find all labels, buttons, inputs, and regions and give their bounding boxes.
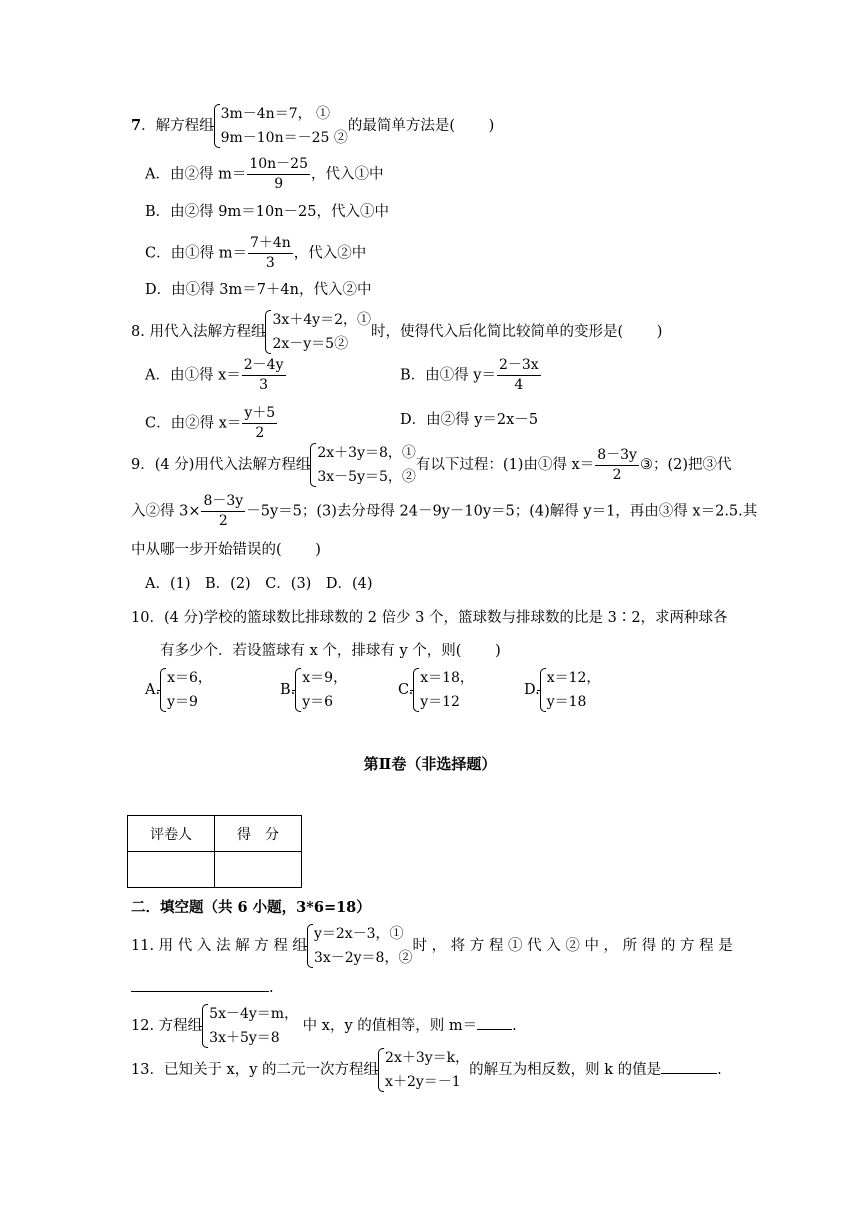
q10-a-eq1: x＝6，	[167, 670, 212, 686]
q10-b-eq1: x＝9，	[302, 670, 348, 686]
q10-d-label: D.	[524, 682, 540, 698]
q9-eq2: 3x－5y＝5，②	[317, 469, 416, 485]
q7-equation-system	[214, 102, 348, 150]
q10-a-eq2: y＝9	[167, 694, 198, 710]
q7-option-c	[145, 234, 366, 273]
q7-eq2: 9m－10n＝－25 ②	[220, 130, 348, 146]
q7-option-d: D．由①得 3m＝7＋4n，代入②中	[145, 282, 372, 298]
q7-c-fraction	[248, 234, 293, 273]
q9-f2-denominator: 2	[218, 513, 228, 529]
q8-b-numerator: 2－3x	[497, 356, 541, 376]
q10-option-d	[524, 666, 600, 714]
q7-stem	[131, 102, 494, 150]
q8-option-d: D．由②得 y＝2x－5	[400, 412, 539, 428]
q8-c-prefix: C．由②得 x＝	[145, 415, 242, 432]
q9-options: A．(1) B．(2) C．(3) D．(4)	[145, 576, 373, 592]
q7-a-suffix: ，代入①中	[311, 166, 384, 183]
q10-option-a	[145, 666, 212, 714]
q13-answer-blank[interactable]	[661, 1059, 717, 1074]
q9-l2-prefix: 入②得 3×	[131, 503, 201, 520]
q8-c-denominator: 2	[255, 425, 265, 441]
q10-d-eq2: y＝18	[546, 694, 587, 710]
q8-a-fraction	[242, 356, 286, 395]
q9-fraction-2	[201, 492, 245, 531]
q11-line1	[131, 922, 733, 970]
q10-option-b	[280, 666, 347, 714]
q7-number: 7	[131, 117, 142, 134]
q10-c-eq2: y＝12	[420, 694, 460, 710]
q8-prefix: 8. 用代入法解方程组	[131, 324, 266, 340]
q8-c-fraction	[242, 404, 277, 443]
q8-stem	[131, 308, 662, 356]
q10-c-system	[413, 666, 474, 714]
q12-suffix: 中 x，y 的值相等，则 m＝	[298, 1018, 478, 1034]
q8-option-b	[400, 356, 542, 395]
score-table-grader-cell	[128, 852, 215, 888]
q10-line2: 有多少个．若设篮球有 x 个，排球有 y 个，则( )	[160, 643, 501, 659]
q10-b-eq2: y＝6	[302, 694, 334, 710]
q8-c-numerator: y＋5	[242, 404, 277, 424]
q9-f1-numerator: 8－3y	[595, 446, 639, 466]
q11-equation-system	[307, 922, 413, 970]
section-title: 第Ⅱ卷（非选择题）	[363, 755, 497, 773]
q11-eq1: y＝2x－3，①	[313, 926, 404, 942]
q12-prefix: 12. 方程组	[131, 1018, 203, 1034]
q12-line	[131, 1002, 517, 1050]
q11-suffix: 时 ， 将 方 程 ① 代 入 ② 中 ， 所 得 的 方 程 是	[412, 938, 733, 954]
q10-b-label: B.	[280, 682, 296, 698]
q10-b-system	[295, 666, 347, 714]
q8-eq2: 2x－y＝5②	[272, 336, 349, 352]
q7-option-a	[145, 155, 384, 194]
q7-eq1: 3m－4n＝7， ①	[220, 106, 331, 122]
q10-c-label: C.	[398, 682, 414, 698]
q7-c-prefix: C．由①得 m＝	[145, 245, 247, 262]
q9-l2-suffix: －5y＝5；(3)去分母得 24－9y－10y＝5；(4)解得 y＝1，再由③得 x＝2.5.其	[246, 503, 758, 520]
q12-equation-system	[202, 1002, 298, 1050]
q7-option-b: B．由②得 9m＝10n－25，代入①中	[145, 204, 389, 220]
q7-a-prefix: A．由②得 m＝	[145, 166, 247, 183]
q7-c-numerator: 7＋4n	[248, 234, 293, 254]
q9-tail1: ③；(2)把③代	[639, 457, 732, 473]
q11-answer-line	[131, 977, 274, 996]
q12-eq2: 3x＋5y＝8	[209, 1030, 280, 1046]
score-table-score-header: 得 分	[215, 816, 302, 852]
q8-option-a	[145, 356, 287, 395]
q8-a-denominator: 3	[259, 377, 269, 393]
part2-header: 二．填空题（共 6 小题，3*6=18）	[131, 899, 371, 916]
q7-a-numerator: 10n－25	[247, 155, 310, 175]
q7-c-denominator: 3	[265, 255, 275, 271]
q9-line3: 中从哪一步开始错误的( )	[131, 542, 321, 558]
q10-d-system	[540, 666, 601, 714]
q8-b-denominator: 4	[514, 377, 524, 393]
q13-line	[131, 1046, 722, 1094]
q10-option-c	[398, 666, 474, 714]
q13-tail: .	[717, 1062, 722, 1078]
q7-a-fraction	[247, 155, 310, 194]
score-table	[127, 815, 302, 888]
q9-mid: 有以下过程：(1)由①得 x＝	[415, 457, 595, 473]
q13-eq2: x＋2y＝－1	[385, 1074, 461, 1090]
q10-c-eq1: x＝18，	[420, 670, 474, 686]
q8-b-fraction	[497, 356, 541, 395]
q9-eq1: 2x＋3y＝8，①	[317, 445, 416, 461]
q9-equation-system	[310, 441, 416, 489]
q9-f2-numerator: 8－3y	[201, 492, 245, 512]
q9-fraction-1	[595, 446, 639, 485]
q8-suffix: 时，使得代入后化简比较简单的变形是( )	[370, 324, 663, 340]
q7-suffix: 的最简单方法是( )	[347, 118, 495, 134]
q10-d-eq1: x＝12，	[546, 670, 601, 686]
q10-a-system	[160, 666, 212, 714]
q8-option-c	[145, 404, 278, 443]
q13-equation-system	[378, 1046, 469, 1094]
q8-b-prefix: B．由①得 y＝	[400, 367, 496, 384]
q11-answer-blank[interactable]	[131, 977, 269, 992]
q9-line1	[131, 441, 732, 489]
q8-equation-system	[265, 308, 371, 356]
q10-a-label: A.	[145, 682, 161, 698]
q9-prefix: 9．(4 分)用代入法解方程组	[131, 457, 311, 473]
q8-eq1: 3x＋4y＝2，①	[272, 312, 371, 328]
q12-tail: .	[512, 1018, 517, 1034]
q13-eq1: 2x＋3y＝k，	[385, 1050, 470, 1066]
q7-prefix: ．解方程组	[141, 118, 214, 134]
q13-prefix: 13．已知关于 x，y 的二元一次方程组	[131, 1062, 379, 1078]
score-table-score-cell	[215, 852, 302, 888]
q7-c-suffix: ，代入②中	[293, 245, 367, 262]
q12-eq1: 5x－4y＝m，	[209, 1006, 299, 1022]
q11-prefix: 11. 用 代 入 法 解 方 程 组	[131, 938, 307, 954]
q13-suffix: 的解互为相反数，则 k 的值是	[469, 1062, 662, 1078]
q9-line2	[131, 492, 757, 531]
q10-line1: 10．(4 分)学校的篮球数比排球数的 2 倍少 3 个，篮球数与排球数的比是 3∶2，求两种球各	[131, 610, 728, 626]
q12-answer-blank[interactable]	[477, 1015, 512, 1030]
q9-f1-denominator: 2	[612, 466, 622, 483]
q7-a-denominator: 9	[274, 176, 284, 192]
score-table-grader-header: 评卷人	[128, 816, 215, 852]
q8-a-prefix: A．由①得 x＝	[145, 367, 241, 384]
q11-eq2: 3x－2y＝8，②	[313, 950, 413, 966]
q11-tail: .	[269, 980, 274, 996]
q8-a-numerator: 2－4y	[242, 356, 286, 376]
